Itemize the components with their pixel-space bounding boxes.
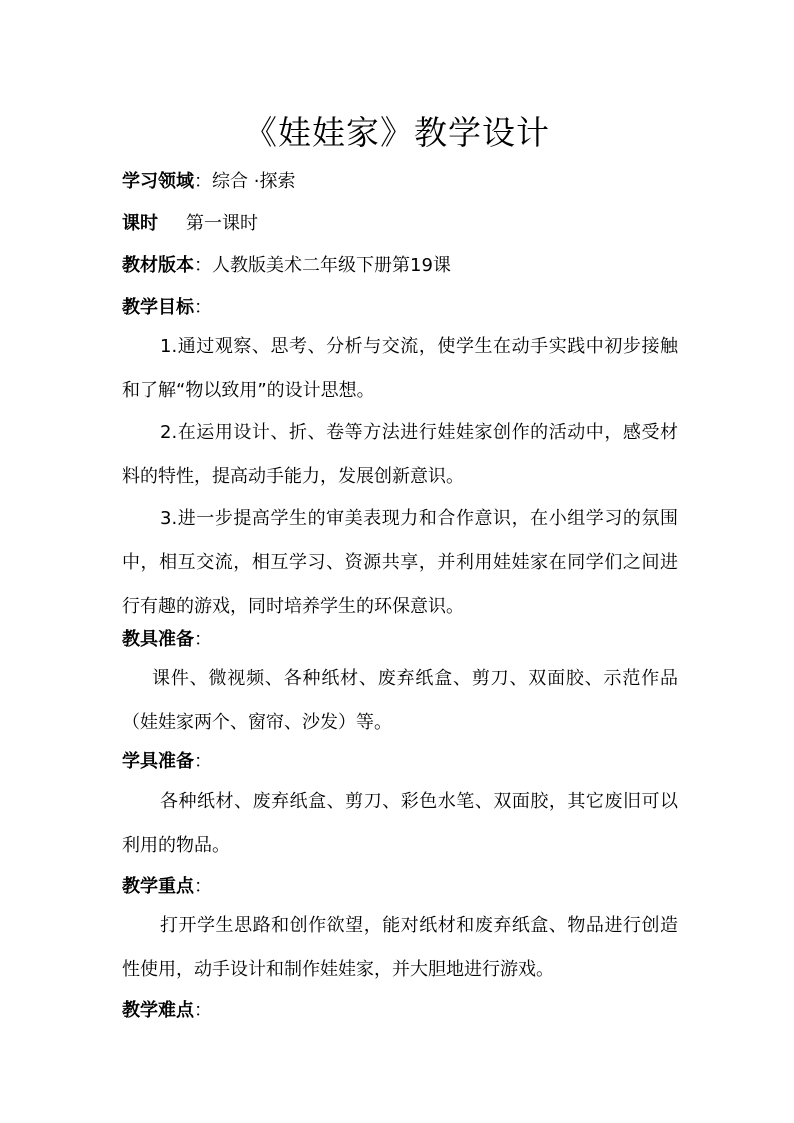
student-tools-heading-colon: ：: [194, 751, 212, 772]
objectives-heading-colon: ：: [194, 297, 212, 318]
teacher-tools-heading-colon: ：: [194, 629, 212, 650]
objective-1: 1.通过观察、思考、分析与交流，使学生在动手实践中初步接触和了解“物以致用”的设计思想。: [122, 336, 678, 401]
learning-domain-value: ：综合 ·探索: [194, 171, 296, 192]
key-points-heading: 教学重点: [122, 876, 194, 897]
textbook-value: ：人教版美术二年级下册第19课: [194, 255, 451, 276]
difficulties-heading: 教学难点: [122, 1000, 194, 1021]
teacher-tools-heading: 教具准备: [122, 629, 194, 650]
teacher-tools-heading-line: [122, 627, 212, 653]
objectives-heading-line: [122, 295, 212, 321]
key-points-heading-colon: ：: [194, 876, 212, 897]
learning-domain-line: [122, 169, 295, 195]
learning-domain-label: 学习领域: [122, 171, 194, 192]
class-period-value: 第一课时: [186, 213, 258, 234]
difficulties-heading-colon: ：: [194, 1000, 212, 1021]
class-period-line: [122, 211, 258, 237]
objective-2: 2.在运用设计、折、卷等方法进行娃娃家创作的活动中，感受材料的特性，提高动手能力，发展创新意识。: [122, 422, 678, 487]
objective-3: 3.进一步提高学生的审美表现力和合作意识，在小组学习的氛围中，相互交流，相互学习、资源共享，并利用娃娃家在同学们之间进行有趣的游戏，同时培养学生的环保意识。: [122, 508, 678, 617]
student-tools-heading-line: [122, 749, 212, 775]
difficulties-heading-line: [122, 998, 212, 1024]
key-points-text: 打开学生思路和创作欲望，能对纸材和废弃纸盒、物品进行创造性使用，动手设计和制作娃娃家，并大胆地进行游戏。: [122, 915, 678, 980]
teacher-tools-text: 课件、微视频、各种纸材、废弃纸盒、剪刀、双面胶、示范作品（娃娃家两个、窗帘、沙发）等。: [122, 668, 678, 733]
class-period-label: 课时: [122, 213, 158, 234]
student-tools-heading: 学具准备: [122, 751, 194, 772]
objectives-heading: 教学目标: [122, 297, 194, 318]
textbook-label: 教材版本: [122, 255, 194, 276]
student-tools-text: 各种纸材、废弃纸盒、剪刀、彩色水笔、双面胶，其它废旧可以利用的物品。: [122, 791, 678, 856]
document-title: 《娃娃家》教学设计: [244, 113, 550, 152]
textbook-line: [122, 253, 451, 279]
key-points-heading-line: [122, 874, 212, 900]
